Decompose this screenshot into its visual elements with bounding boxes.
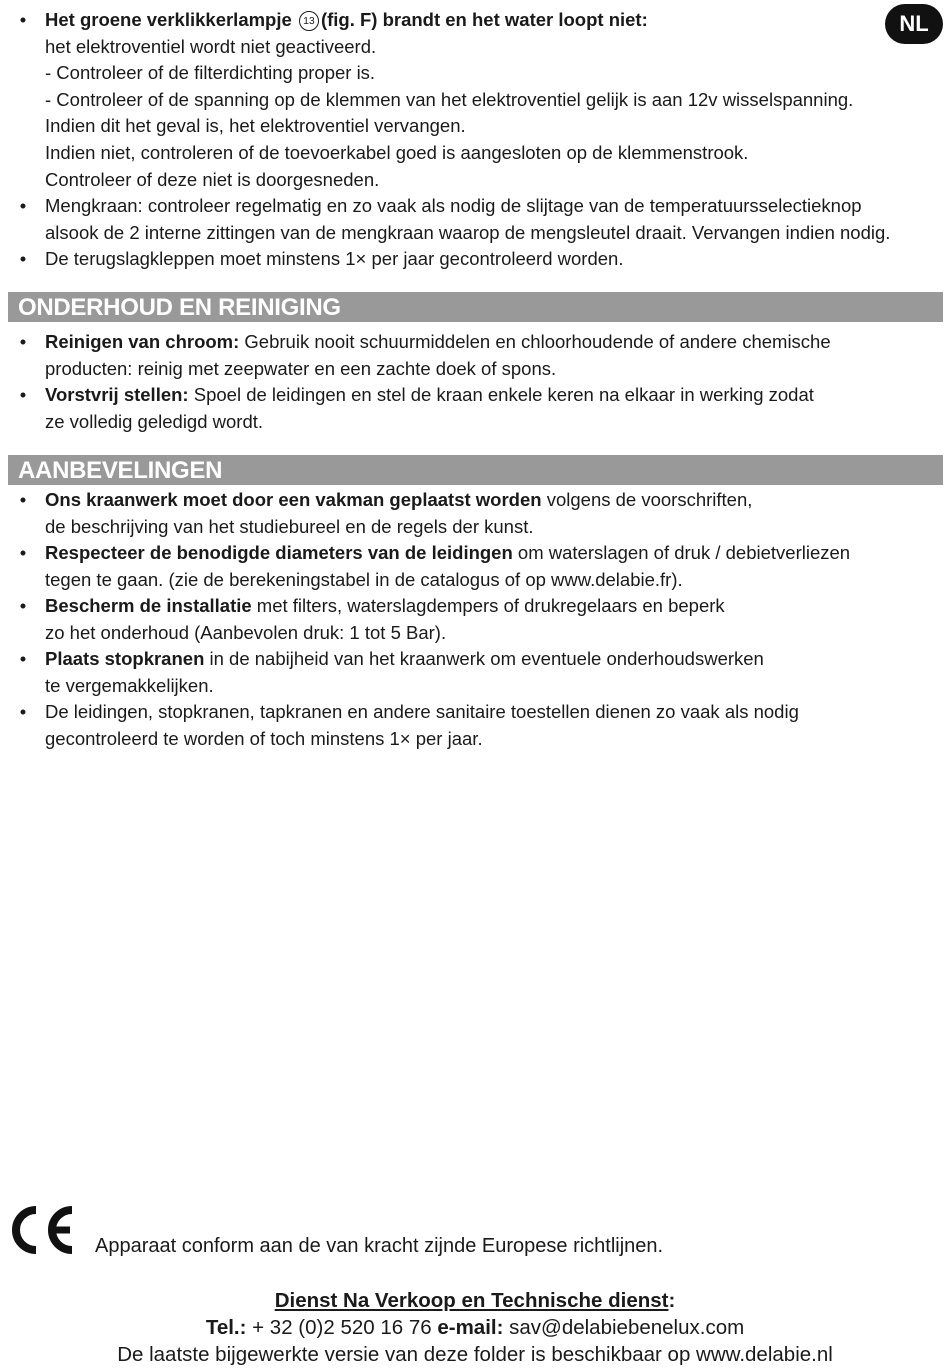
item-bold: Ons kraanwerk moet door een vakman geplaatst worden [45, 489, 542, 510]
item-text: in de nabijheid van het kraanwerk om eventuele onderhoudswerken [204, 648, 764, 669]
bullet: • [19, 595, 27, 616]
item-bold: Respecteer de benodigde diameters van de leidingen [45, 542, 513, 563]
item-line-2: producten: reinig met zeepwater en een zachte doek of spons. [45, 357, 557, 379]
bullet: • [19, 9, 27, 30]
tel-label: Tel.: [205, 1316, 247, 1339]
item-text: Spoel de leidingen en stel de kraan enkele keren na elkaar in werking zodat [188, 384, 814, 405]
email-label: e-mail: [437, 1316, 504, 1339]
bullet: • [19, 331, 27, 352]
item-line-2: de beschrijving van het studiebureel en de regels der kunst. [45, 515, 534, 537]
service-title-line [0, 1287, 950, 1315]
item-bold: Bescherm de installatie [45, 595, 252, 616]
item-line-2: gecontroleerd te worden of toch minstens 1× per jaar. [45, 727, 483, 749]
language-badge: NL [885, 4, 943, 44]
bullet: • [19, 542, 27, 563]
recommendations-section-header [8, 455, 943, 485]
item-line-2: ze volledig geledigd wordt. [45, 410, 264, 432]
service-title: Dienst Na Verkoop en Technische dienst [274, 1289, 669, 1312]
bullet: • [19, 701, 27, 722]
item-line-2: zo het onderhoud (Aanbevolen druk: 1 tot 5 Bar). [45, 621, 447, 643]
item-bold: Vorstvrij stellen: [45, 384, 189, 405]
item-line-2: te vergemakkelijken. [45, 674, 214, 696]
ce-mark-icon [8, 1204, 80, 1256]
item-text: volgens de voorschriften, [541, 489, 753, 510]
bullet: • [19, 248, 27, 269]
maintenance-section-header [8, 292, 943, 322]
conformity-statement: Apparaat conform aan de van kracht zijnde Europese richtlijnen. [95, 1235, 664, 1257]
mixer-line-1: Mengkraan: controleer regelmatig en zo vaak als nodig de slijtage van de temperatuursselectieknop [45, 195, 862, 216]
green-lamp-line-6: Controleer of deze niet is doorgesneden. [45, 168, 380, 190]
item-bold: Reinigen van chroom: [45, 331, 240, 352]
bullet: • [19, 648, 27, 669]
bullet: • [19, 489, 27, 510]
item-text: om waterslagen of druk / debietverliezen [512, 542, 851, 563]
green-lamp-line-5: Indien niet, controleren of de toevoerkabel goed is aangesloten op de klemmenstrook. [45, 141, 749, 163]
green-lamp-line-1: het elektroventiel wordt niet geactiveerd. [45, 35, 377, 57]
item-bold: Plaats stopkranen [45, 648, 205, 669]
tel-value: + 32 (0)2 520 16 76 [246, 1316, 438, 1339]
bullet: • [19, 384, 27, 405]
contact-line [0, 1314, 950, 1342]
item-text: Gebruik nooit schuurmiddelen en chloorhoudende of andere chemische [239, 331, 831, 352]
section-title: AANBEVELINGEN [18, 457, 223, 484]
green-lamp-line-3: - Controleer of de spanning op de klemmen van het elektroventiel gelijk is aan 12v wisselspanning. [45, 88, 854, 110]
bullet: • [19, 195, 27, 216]
item-text: met filters, waterslagdempers of drukregelaars en beperk [251, 595, 725, 616]
green-lamp-line-4: Indien dit het geval is, het elektroventiel vervangen. [45, 115, 466, 137]
email-value: sav@delabiebenelux.com [503, 1316, 745, 1339]
item-text: De leidingen, stopkranen, tapkranen en andere sanitaire toestellen dienen zo vaak als nodig [45, 701, 799, 722]
service-title-colon: : [668, 1289, 676, 1312]
check-valves-line: De terugslagkleppen moet minstens 1× per jaar gecontroleerd worden. [45, 248, 624, 269]
item-line-2: tegen te gaan. (zie de berekeningstabel in de catalogus of op www.delabie.fr). [45, 568, 683, 590]
latest-version-note: De laatste bijgewerkte versie van deze folder is beschikbaar op www.delabie.nl [117, 1343, 833, 1366]
green-lamp-title: Het groene verklikkerlampje 13 (fig. F) brandt en het water loopt niet: [45, 9, 648, 30]
green-lamp-line-2: - Controleer of de filterdichting proper is. [45, 62, 376, 84]
section-title: ONDERHOUD EN REINIGING [18, 294, 341, 321]
circled-number-13: 13 [299, 11, 319, 31]
mixer-line-2: alsook de 2 interne zittingen van de mengkraan waarop de mengsleutel draait. Vervangen indien nodig. [45, 221, 891, 243]
